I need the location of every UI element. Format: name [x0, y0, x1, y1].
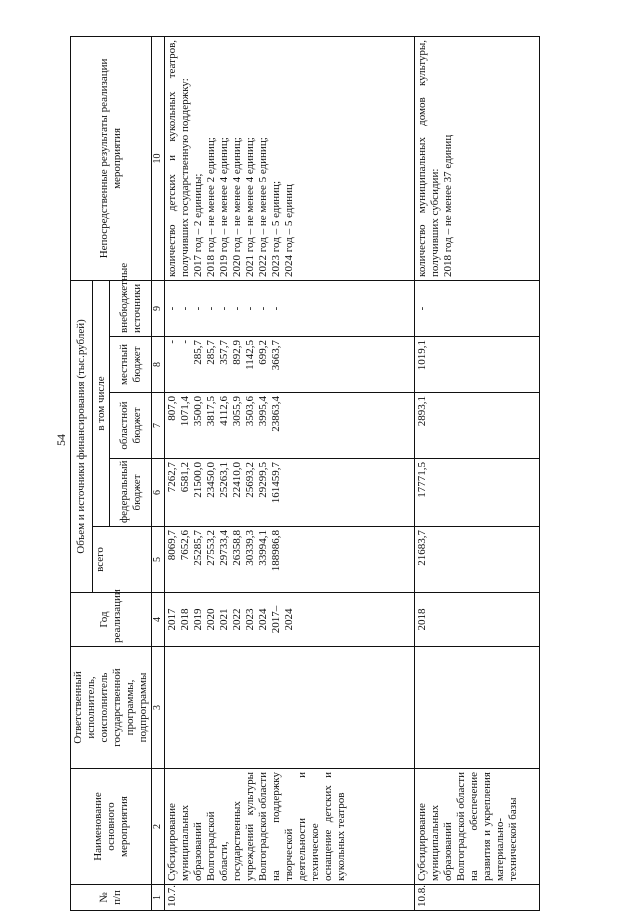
col-number: 6	[152, 459, 165, 527]
header-responsible: Ответственный исполнитель, соисполнитель государственной программы, подпрограммы	[71, 647, 152, 769]
row-federal: 17771,5	[415, 459, 540, 527]
row-extra: - - - - - - - - -	[165, 280, 415, 336]
col-number: 9	[152, 280, 165, 336]
row-regional: 807,0 1071,4 3500,0 3817,5 4112,6 3055,9 3503,6 3995,4 23863,4	[165, 393, 415, 459]
row-local: 1019,1	[415, 337, 540, 393]
col-number: 3	[152, 647, 165, 769]
row-regional: 2893,1	[415, 393, 540, 459]
row-total: 21683,7	[415, 527, 540, 593]
header-extra: внебюджетные источники	[110, 280, 152, 336]
table-row	[415, 36, 540, 910]
row-years: 2017 2018 2019 2020 2021 2022 2023 2024 2017–2024	[165, 593, 415, 647]
header-federal: федеральный бюджет	[110, 459, 152, 527]
row-extra: -	[415, 280, 540, 336]
row-num: 10.7.	[165, 885, 415, 911]
header-funding: Объем и источники финансирования (тыс.рублей)	[71, 280, 93, 592]
row-result: количество детских и кукольных театров, получивших государственную поддержку: 2017 год – 2 единицы; 2018 год – не менее 2 единиц; 2019 год – не менее 4 единиц; 2020 год – не менее 4 единиц; 2021 год – не менее 4 единиц; 2022 год – не менее 5 единиц; 2023 год – 5 единиц; 2024 год – 5 единиц	[165, 36, 415, 280]
rotated-page	[70, 37, 620, 911]
page-number: 54	[54, 434, 68, 446]
header-total: всего	[93, 527, 152, 593]
header-year: Год реализации	[71, 593, 152, 647]
row-years: 2018	[415, 593, 540, 647]
header-result: Непосредственные результаты реализации мероприятия	[71, 36, 152, 280]
col-number: 5	[152, 527, 165, 593]
header-regional: областной бюджет	[110, 393, 152, 459]
row-num: 10.8.	[415, 885, 540, 911]
header-name: Наименование основного мероприятия	[71, 769, 152, 885]
col-number: 8	[152, 337, 165, 393]
col-number: 10	[152, 36, 165, 280]
row-name: Субсидирование муниципальных образований Волгоградской области, государственных учреждений культуры Волгоградской области на поддержку творческой деятельности и техническое оснащение детских и кукольных театров	[165, 769, 415, 885]
col-number: 7	[152, 393, 165, 459]
table-row	[165, 36, 415, 910]
row-responsible	[165, 647, 415, 769]
col-number: 1	[152, 885, 165, 911]
header-local: местный бюджет	[110, 337, 152, 393]
funding-table	[70, 36, 540, 911]
row-name: Субсидирование муниципальных образований Волгоградской области на обеспечение развития и укрепления материально-технической базы	[415, 769, 540, 885]
col-number: 4	[152, 593, 165, 647]
row-result: количество муниципальных домов культуры, получивших субсидии: 2018 год – не менее 37 единиц	[415, 36, 540, 280]
header-including: в том числе	[93, 280, 110, 526]
col-number: 2	[152, 769, 165, 885]
row-federal: 7262,7 6581,2 21500,0 23450,0 25263,1 22410,0 25693,2 29299,5 161459,7	[165, 459, 415, 527]
row-responsible	[415, 647, 540, 769]
header-num: № п/п	[71, 885, 152, 911]
row-total: 8069,7 7652,6 25285,7 27553,2 29733,4 26358,8 30339,3 33994,1 188986,8	[165, 527, 415, 593]
row-local: - - 285,7 285,7 357,7 892,9 1142,5 699,2 3663,7	[165, 337, 415, 393]
